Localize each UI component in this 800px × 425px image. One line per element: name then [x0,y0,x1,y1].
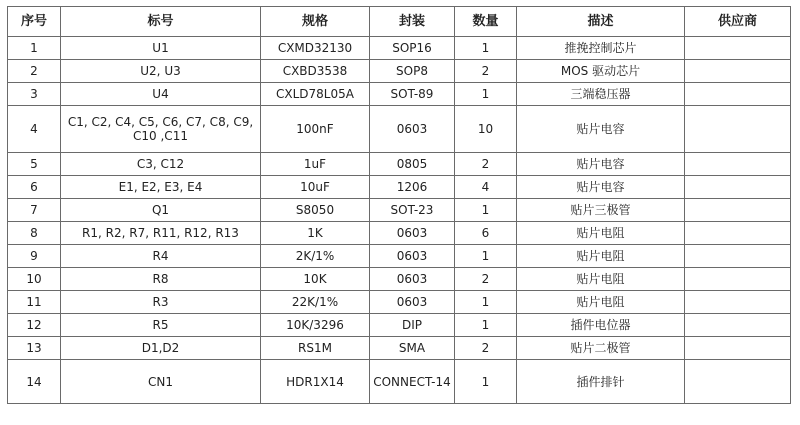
cell-ref: R8 [61,268,261,291]
cell-quantity: 2 [455,153,517,176]
cell-package: 0603 [370,291,455,314]
table-body [8,37,791,404]
table-row [8,199,791,222]
cell-package: SMA [370,337,455,360]
cell-spec: CXMD32130 [261,37,370,60]
cell-supplier [685,337,791,360]
cell-supplier [685,37,791,60]
cell-description: MOS 驱动芯片 [517,60,685,83]
cell-supplier [685,199,791,222]
cell-quantity: 2 [455,60,517,83]
cell-no: 1 [8,37,61,60]
header-row [8,7,791,37]
cell-package: 0603 [370,245,455,268]
cell-quantity: 1 [455,199,517,222]
cell-ref: C1, C2, C4, C5, C6, C7, C8, C9, C10 ,C11 [61,106,261,153]
cell-no: 9 [8,245,61,268]
cell-package: 0603 [370,268,455,291]
cell-description: 贴片二极管 [517,337,685,360]
cell-supplier [685,314,791,337]
cell-quantity: 1 [455,360,517,404]
table-row [8,291,791,314]
cell-package: 0603 [370,106,455,153]
header-no: 序号 [8,7,61,37]
cell-package: SOP8 [370,60,455,83]
cell-spec: 10K/3296 [261,314,370,337]
cell-description: 三端稳压器 [517,83,685,106]
cell-description: 贴片电容 [517,153,685,176]
cell-ref: U1 [61,37,261,60]
cell-package: DIP [370,314,455,337]
cell-supplier [685,153,791,176]
cell-no: 6 [8,176,61,199]
cell-ref: C3, C12 [61,153,261,176]
header-quantity: 数量 [455,7,517,37]
cell-package: SOP16 [370,37,455,60]
cell-description: 贴片电容 [517,176,685,199]
cell-no: 8 [8,222,61,245]
cell-description: 贴片电阻 [517,268,685,291]
cell-ref: U4 [61,83,261,106]
cell-description: 贴片三极管 [517,199,685,222]
cell-ref: R4 [61,245,261,268]
cell-package: CONNECT-14 [370,360,455,404]
cell-supplier [685,291,791,314]
cell-package: SOT-23 [370,199,455,222]
cell-ref: Q1 [61,199,261,222]
cell-spec: 22K/1% [261,291,370,314]
cell-quantity: 2 [455,268,517,291]
cell-quantity: 4 [455,176,517,199]
table-row [8,153,791,176]
bom-table [7,6,791,404]
cell-quantity: 10 [455,106,517,153]
cell-spec: 100nF [261,106,370,153]
header-ref: 标号 [61,7,261,37]
cell-spec: 1K [261,222,370,245]
cell-ref: R5 [61,314,261,337]
cell-no: 4 [8,106,61,153]
cell-supplier [685,268,791,291]
bottom-fade [0,412,800,425]
cell-supplier [685,106,791,153]
cell-supplier [685,83,791,106]
cell-ref: R1, R2, R7, R11, R12, R13 [61,222,261,245]
cell-quantity: 1 [455,37,517,60]
table-row [8,245,791,268]
table-row [8,106,791,153]
table-row [8,360,791,404]
cell-ref: U2, U3 [61,60,261,83]
cell-spec: CXLD78L05A [261,83,370,106]
cell-package: 1206 [370,176,455,199]
cell-no: 13 [8,337,61,360]
cell-spec: HDR1X14 [261,360,370,404]
cell-quantity: 1 [455,83,517,106]
cell-package: SOT-89 [370,83,455,106]
cell-spec: 1uF [261,153,370,176]
cell-supplier [685,360,791,404]
cell-quantity: 6 [455,222,517,245]
cell-no: 11 [8,291,61,314]
table-row [8,337,791,360]
cell-description: 插件电位器 [517,314,685,337]
cell-supplier [685,222,791,245]
cell-no: 12 [8,314,61,337]
cell-ref: CN1 [61,360,261,404]
table-row [8,222,791,245]
cell-no: 14 [8,360,61,404]
cell-quantity: 1 [455,245,517,268]
cell-no: 2 [8,60,61,83]
cell-no: 3 [8,83,61,106]
cell-ref: D1,D2 [61,337,261,360]
table-row [8,314,791,337]
cell-supplier [685,60,791,83]
cell-no: 10 [8,268,61,291]
header-description: 描述 [517,7,685,37]
header-package: 封装 [370,7,455,37]
cell-spec: 10K [261,268,370,291]
cell-spec: 10uF [261,176,370,199]
cell-package: 0603 [370,222,455,245]
cell-description: 贴片电容 [517,106,685,153]
cell-description: 插件排针 [517,360,685,404]
cell-package: 0805 [370,153,455,176]
cell-description: 贴片电阻 [517,245,685,268]
cell-spec: 2K/1% [261,245,370,268]
cell-quantity: 2 [455,337,517,360]
cell-quantity: 1 [455,314,517,337]
cell-description: 推挽控制芯片 [517,37,685,60]
cell-supplier [685,245,791,268]
cell-description: 贴片电阻 [517,291,685,314]
cell-spec: RS1M [261,337,370,360]
cell-spec: CXBD3538 [261,60,370,83]
cell-ref: E1, E2, E3, E4 [61,176,261,199]
header-spec: 规格 [261,7,370,37]
table-row [8,176,791,199]
cell-no: 7 [8,199,61,222]
cell-quantity: 1 [455,291,517,314]
cell-no: 5 [8,153,61,176]
table-row [8,83,791,106]
table-row [8,37,791,60]
cell-ref: R3 [61,291,261,314]
header-supplier: 供应商 [685,7,791,37]
table-row [8,60,791,83]
cell-supplier [685,176,791,199]
cell-spec: S8050 [261,199,370,222]
table-row [8,268,791,291]
cell-description: 贴片电阻 [517,222,685,245]
